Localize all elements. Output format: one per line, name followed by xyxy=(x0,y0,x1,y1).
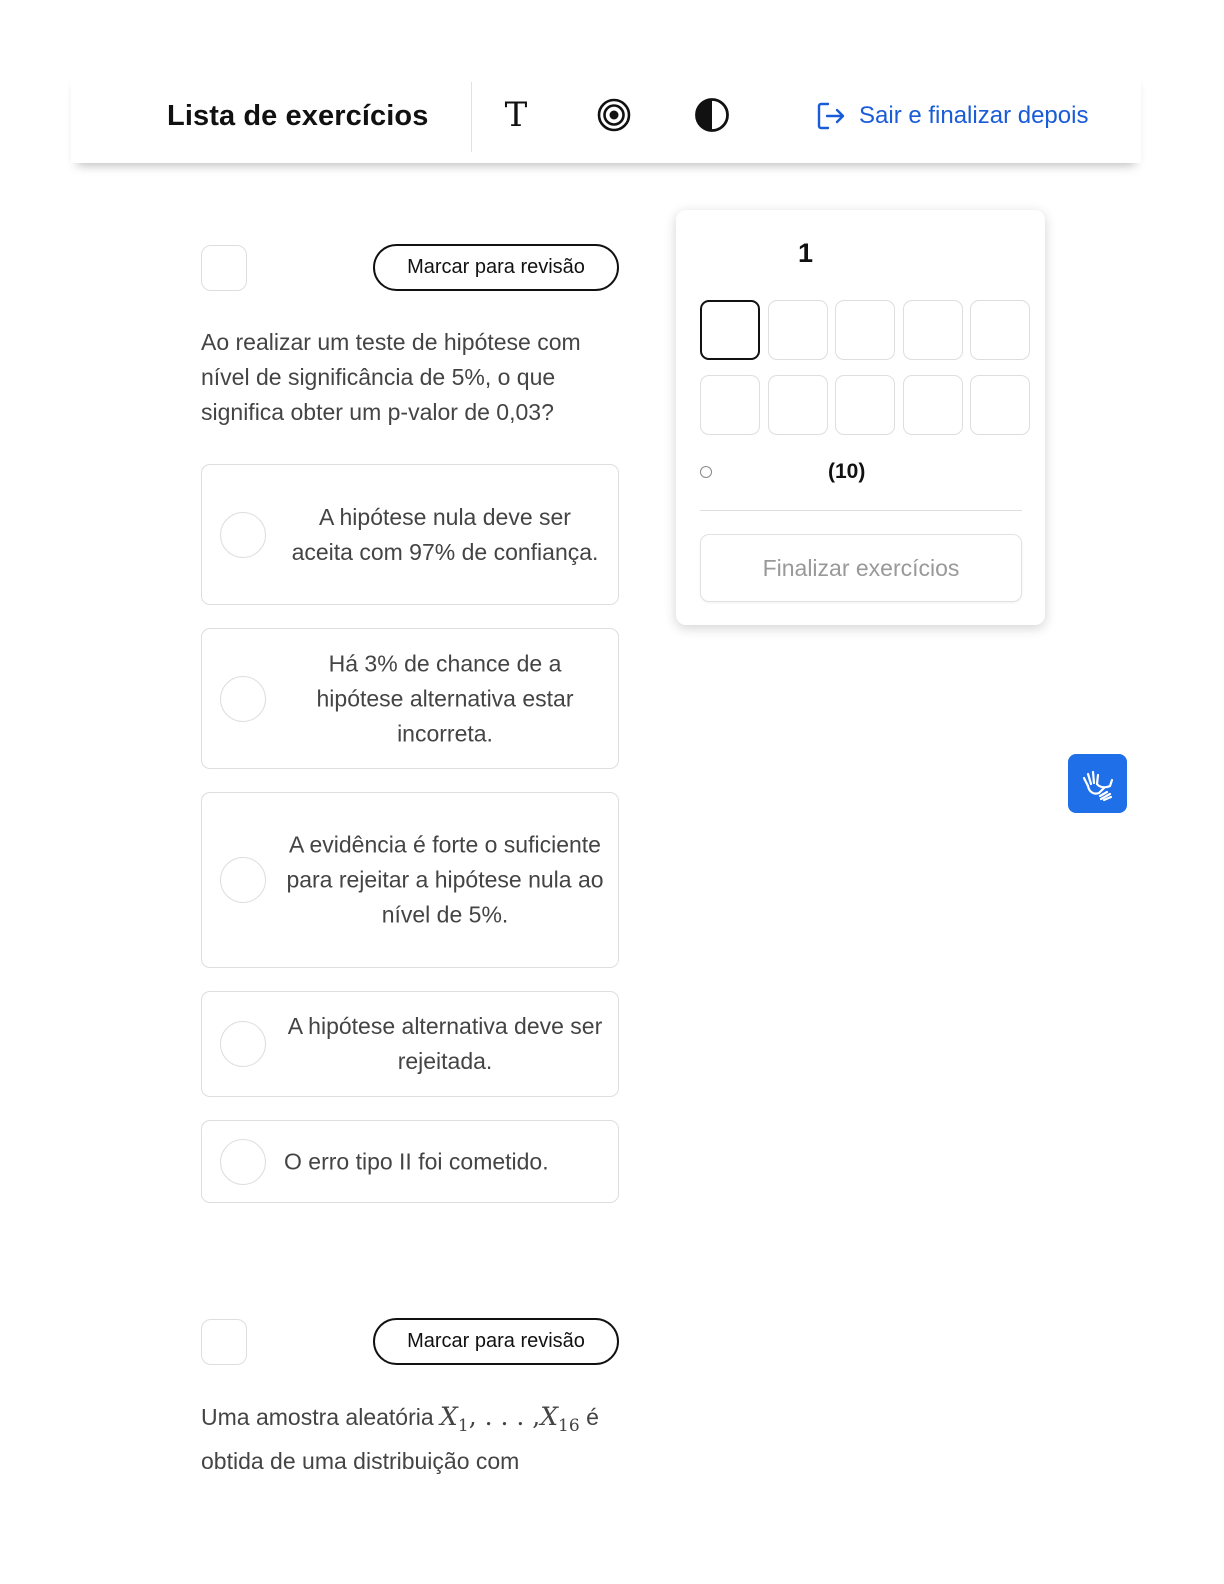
question-navigator-panel xyxy=(676,210,1045,625)
math-expression xyxy=(440,1402,580,1436)
font-size-button[interactable] xyxy=(495,94,537,136)
mark-for-review-button[interactable]: Marcar para revisão xyxy=(373,1318,619,1365)
option-text: Há 3% de chance de a hipótese alternativa estar incorreta. xyxy=(316,650,574,746)
question-nav-cell[interactable] xyxy=(970,375,1030,435)
option-text: A hipótese alternativa deve ser rejeitada. xyxy=(287,1013,603,1074)
target-icon xyxy=(596,97,632,133)
question-select-checkbox[interactable] xyxy=(201,1319,247,1365)
question-total-count: (10) xyxy=(828,460,866,483)
option-radio[interactable] xyxy=(220,857,266,903)
finish-exercises-button[interactable]: Finalizar exercícios xyxy=(700,534,1022,602)
focus-mode-button[interactable] xyxy=(593,94,635,136)
option-radio[interactable] xyxy=(220,676,266,722)
answer-option[interactable] xyxy=(201,991,619,1097)
answer-option[interactable] xyxy=(201,1120,619,1203)
option-radio[interactable] xyxy=(220,512,266,558)
question-nav-cell[interactable] xyxy=(835,375,895,435)
option-text: A evidência é forte o suficiente para rejeitar a hipótese nula ao nível de 5%. xyxy=(286,831,604,928)
page-title: Lista de exercícios xyxy=(167,100,429,132)
answer-option[interactable] xyxy=(201,628,619,769)
question-nav-cell[interactable] xyxy=(700,375,760,435)
question-text-after: é xyxy=(586,1404,599,1430)
panel-divider xyxy=(700,510,1022,511)
exit-label: Sair e finalizar depois xyxy=(859,102,1089,129)
option-radio[interactable] xyxy=(220,1139,266,1185)
math-ellipsis: , . . . , xyxy=(468,1402,541,1431)
option-text: A hipótese nula deve ser aceita com 97% de confiança. xyxy=(291,503,599,565)
mark-for-review-button[interactable]: Marcar para revisão xyxy=(373,244,619,291)
math-subscript: 16 xyxy=(558,1416,580,1436)
question-nav-cell[interactable] xyxy=(970,300,1030,360)
question-nav-cell[interactable] xyxy=(835,300,895,360)
question-text xyxy=(201,1399,621,1479)
exit-and-finish-later-link[interactable] xyxy=(815,100,1088,132)
question-grid xyxy=(700,300,1030,435)
unanswered-legend-dot xyxy=(700,466,712,478)
answer-option[interactable] xyxy=(201,464,619,605)
question-nav-cell[interactable] xyxy=(903,300,963,360)
question-nav-cell[interactable] xyxy=(768,375,828,435)
sign-language-button[interactable] xyxy=(1068,754,1127,813)
question-nav-cell[interactable] xyxy=(903,375,963,435)
question-text-start: Uma amostra aleatória xyxy=(201,1404,434,1430)
option-text: O erro tipo II foi cometido. xyxy=(284,1148,549,1174)
math-variable: X xyxy=(540,1402,559,1431)
sign-language-hands-icon xyxy=(1080,766,1116,802)
font-size-icon: T xyxy=(504,95,528,135)
answer-option[interactable] xyxy=(201,792,619,968)
exit-icon xyxy=(815,100,847,132)
question-text: Ao realizar um teste de hipótese com nível de significância de 5%, o que significa obter um p-valor de 0,03? xyxy=(201,329,581,425)
contrast-button[interactable] xyxy=(691,94,733,136)
question-nav-cell[interactable] xyxy=(768,300,828,360)
current-question-number: 1 xyxy=(798,238,814,268)
question-select-checkbox[interactable] xyxy=(201,245,247,291)
option-radio[interactable] xyxy=(220,1021,266,1067)
top-header xyxy=(71,70,1141,163)
header-divider xyxy=(471,82,472,152)
question-nav-cell[interactable] xyxy=(700,300,760,360)
contrast-icon xyxy=(694,97,730,133)
question-text-line2: obtida de uma distribuição com xyxy=(201,1448,520,1474)
math-variable: X xyxy=(440,1402,458,1431)
math-subscript: 1 xyxy=(457,1416,469,1436)
